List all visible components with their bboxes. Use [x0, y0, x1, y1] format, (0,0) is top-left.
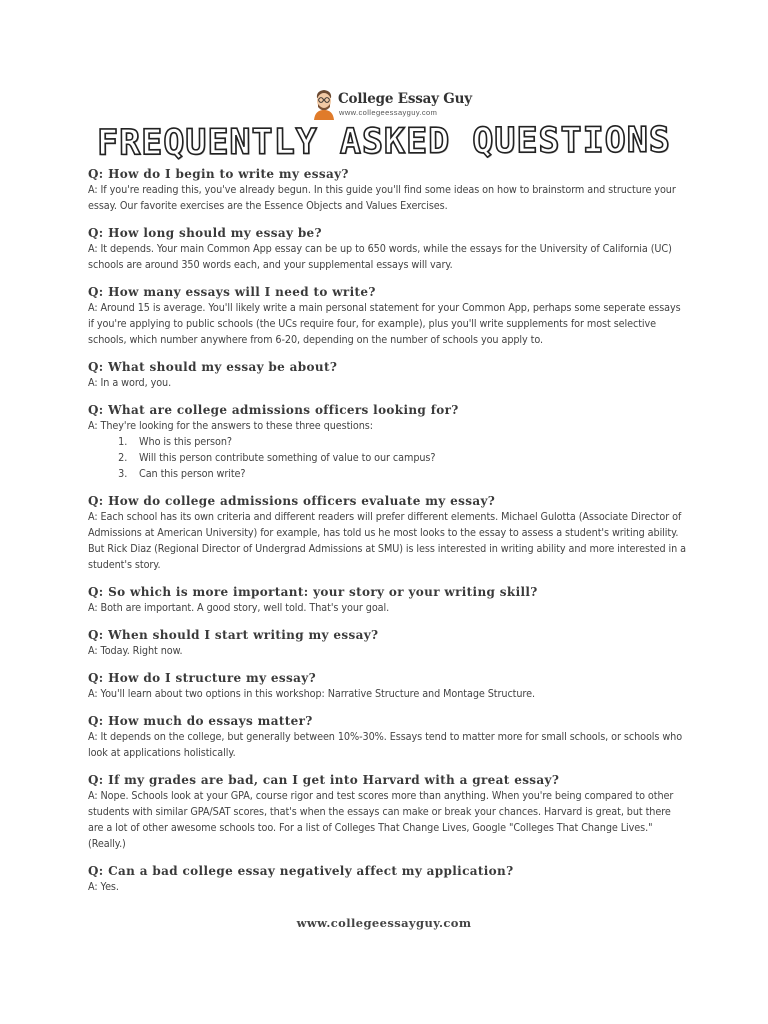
footer-url[interactable]: www.collegeessayguy.com	[296, 916, 472, 930]
faq-item	[88, 284, 688, 348]
page-title: FREQUENTLY ASKED QUESTIONS	[96, 120, 672, 164]
faq-answer	[88, 509, 688, 573]
faq-question: Q: What should my essay be about?	[88, 360, 338, 374]
faq-item	[88, 713, 688, 761]
faq-answer	[88, 418, 688, 482]
faq-answer-text: A: Yes.	[88, 880, 119, 893]
faq-answer-text: A: In a word, you.	[88, 376, 172, 389]
faq-answer-text: A: Both are important. A good story, well told. That's your goal.	[88, 601, 390, 614]
faq-question: Q: How do I begin to write my essay?	[88, 167, 349, 181]
faq-answer-text: A: It depends on the college, but generally between 10%-30%. Essays tend to matter more for small schools, or schools who look at applications holistically.	[88, 730, 683, 759]
faq-question: Q: So which is more important: your story or your writing skill?	[88, 585, 538, 599]
faq-question: Q: How many essays will I need to write?	[88, 285, 376, 299]
faq-question: Q: How long should my essay be?	[88, 226, 322, 240]
faq-answer-text: A: If you're reading this, you've already begun. In this guide you'll find some ideas on how to brainstorm and structure your essay. Our favorite exercises are the Essence Objects and Values Exercises.	[88, 183, 676, 212]
faq-answer-text: A: Around 15 is average. You'll likely write a main personal statement for your Common App, perhaps some seperate essays if you're applying to public schools (the UCs require four, for example), plus you'll write supplements for most selective schools, which number anywhere from 6-20, depending on the number of schools you apply to.	[88, 301, 681, 346]
faq-answer	[88, 729, 688, 761]
faq-question: Q: What are college admissions officers looking for?	[88, 403, 459, 417]
faq-item	[88, 402, 688, 482]
faq-answer	[88, 300, 688, 348]
faq-answer	[88, 643, 688, 659]
faq-question: Q: Can a bad college essay negatively affect my application?	[88, 864, 514, 878]
faq-answer-text: A: Nope. Schools look at your GPA, course rigor and test scores more than anything. When you're being compared to other students with similar GPA/SAT scores, that's when the essays can make or break your chances. Harvard is great, but there are a lot of other awesome schools too. For a list of Colleges That Change Lives, Google "Colleges That Change Lives." (Really.)	[88, 789, 674, 850]
faq-answer-text: A: Each school has its own criteria and different readers will prefer different elements. Michael Gulotta (Associate Director of Admissions at American University) for example, has told us he most looks to the essay to assess a student's writing ability. But Rick Diaz (Regional Director of Undergrad Admissions at SMU) is less interested in writing ability and more interested in a student's story.	[88, 510, 687, 571]
logo-url: www.collegeessayguy.com	[339, 108, 438, 117]
faq-answer-text: A: Today. Right now.	[88, 644, 183, 657]
faq-answer-text: A: It depends. Your main Common App essay can be up to 650 words, while the essays for the University of California (UC) schools are around 350 words each, and your supplemental essays will vary.	[88, 242, 672, 271]
faq-answer	[88, 182, 688, 214]
faq-answer	[88, 600, 688, 616]
faq-item	[88, 359, 688, 391]
answer-list-item: 3. Can this person write?	[130, 466, 688, 482]
answer-list	[88, 434, 688, 482]
faq-item	[88, 627, 688, 659]
faq-item	[88, 863, 688, 895]
faq-item	[88, 493, 688, 573]
answer-list-item: 2. Will this person contribute something of value to our campus?	[130, 450, 688, 466]
answer-list-item: 1. Who is this person?	[130, 434, 688, 450]
faq-question: Q: How do I structure my essay?	[88, 671, 316, 685]
faq-question: Q: How much do essays matter?	[88, 714, 313, 728]
faq-list	[88, 166, 688, 906]
faq-item	[88, 584, 688, 616]
faq-item	[88, 670, 688, 702]
faq-question: Q: If my grades are bad, can I get into Harvard with a great essay?	[88, 773, 560, 787]
guy-avatar-icon	[312, 88, 336, 120]
faq-answer-text: A: They're looking for the answers to these three questions:	[88, 419, 373, 432]
faq-answer	[88, 788, 688, 852]
logo-wordmark: College Essay Guy	[338, 91, 472, 107]
faq-answer	[88, 241, 688, 273]
faq-answer	[88, 879, 688, 895]
faq-item	[88, 225, 688, 273]
faq-answer	[88, 686, 688, 702]
faq-item	[88, 772, 688, 852]
faq-question: Q: When should I start writing my essay?	[88, 628, 379, 642]
faq-answer-text: A: You'll learn about two options in this workshop: Narrative Structure and Montage Structure.	[88, 687, 535, 700]
faq-answer	[88, 375, 688, 391]
faq-item	[88, 166, 688, 214]
brand-logo	[308, 86, 508, 122]
faq-question: Q: How do college admissions officers evaluate my essay?	[88, 494, 496, 508]
